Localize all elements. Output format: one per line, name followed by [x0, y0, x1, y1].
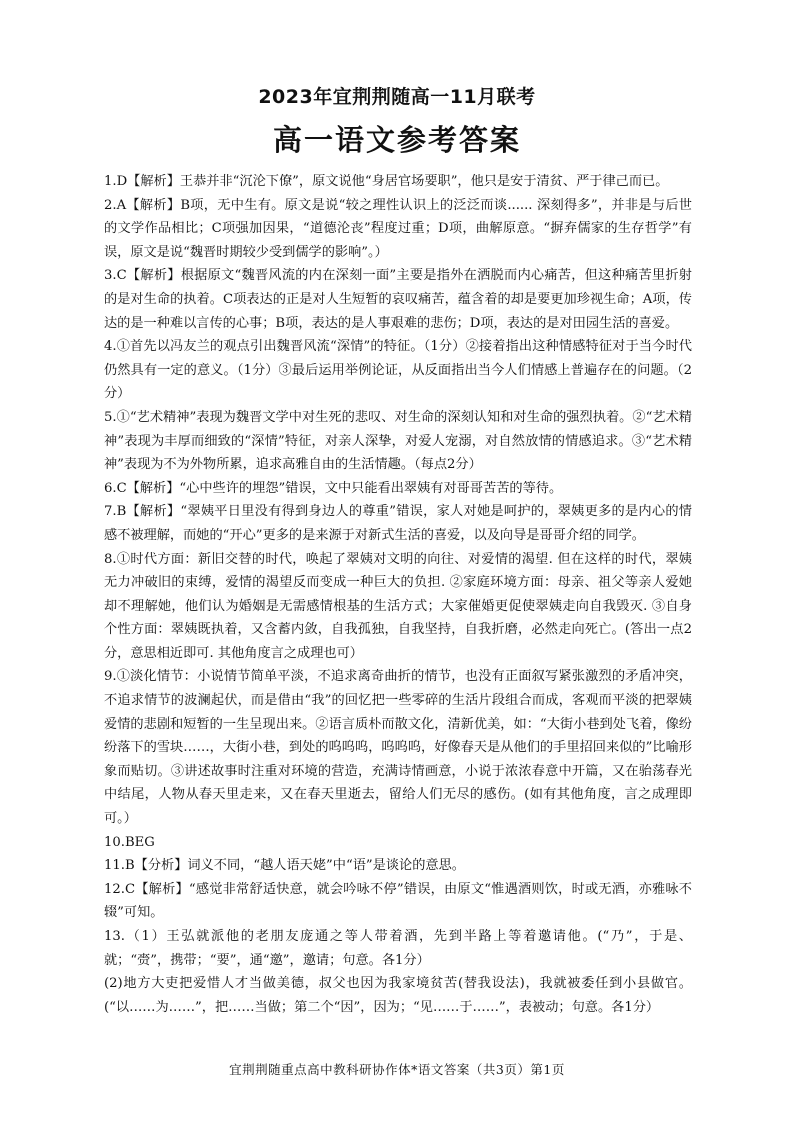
- answer-title: 高一语文参考答案: [272, 123, 521, 157]
- answer-item-12: 12.C【解析】“感觉非常舒适快意，就会吟咏不停”错误，由原文“惟遇酒则饮，时或无酒，亦雅咏不辍”可知。: [104, 881, 692, 921]
- answer-item-4: 4.①首先以冯友兰的观点引出魏晋风流“深情”的特征。（1分）②接着指出这种情感特征对于当今时代仍然具有一定的意义。（1分）③最后运用举例论证，从反面指出当今人们情感上普遍存在的问题。（2分）: [104, 339, 692, 402]
- page-footer: 宜荆荆随重点高中教科研协作体*语文答案（共3页）第1页: [229, 1062, 565, 1077]
- answer-item-9: 9.①淡化情节：小说情节简单平淡，不追求离奇曲折的情节，也没有正面叙写紧张激烈的矛盾冲突，不追求情节的波澜起伏，而是借由“我”的回忆把一些零碎的生活片段组合而成，客观而平淡的把翠姨爱情的悲剧和短暂的一生呈现出来。②语言质朴而散文化，清新优美，如：“大街小巷到处飞着，像纷纷落下的雪块……，大街小巷，到处的呜呜呜，呜呜呜，好像春天是从他们的手里招回来似的”比喻形象而贴切。③讲述故事时注重对环境的营造，充满诗情画意，小说于浓浓春意中开篇，又在骀荡春光中结尾，人物从春天里走来，又在春天里逝去，留给人们无尽的感伤。(如有其他角度，言之成理即可。）: [104, 669, 692, 827]
- answer-list: [104, 170, 692, 1019]
- answer-item-6: 6.C【解析】“心中些许的埋怨”错误，文中只能看出翠姨有对哥哥苦苦的等待。: [104, 480, 563, 496]
- exam-title: 2023年宜荆荆随高一11月联考: [258, 86, 536, 108]
- answer-item-7: 7.B【解析】“翠姨平日里没有得到身边人的尊重”错误，家人对她是呵护的，翠姨更多的是内心的情感不被理解，而她的“开心”更多的是来源于对新式生活的喜爱，以及向导是哥哥介绍的同学。: [104, 504, 692, 543]
- answer-item-10: 10.BEG: [104, 834, 155, 850]
- answer-item-5: 5.①“艺术精神”表现为魏晋文学中对生死的悲叹、对生命的深刻认知和对生命的强烈执着。②“艺术精神”表现为丰厚而细致的“深情”特征，对亲人深挚，对爱人宠溺，对自然放情的情感追求。③“艺术精神”表现为不为外物所累，追求高雅自由的生活情趣。（每点2分）: [104, 409, 692, 473]
- answer-item-3: 3.C【解析】根据原文“魏晋风流的内在深刻一面”主要是指外在洒脱而内心痛苦，但这种痛苦里折射的是对生命的执着。C项表达的正是对人生短暂的哀叹痛苦，蕴含着的却是要更加珍视生命；A项，传达的是一种难以言传的心事；B项，表达的是人事艰难的悲伤；D项，表达的是对田园生活的喜爱。: [104, 268, 692, 331]
- answer-item-13-1: 13.（1）王弘就派他的老朋友庞通之等人带着酒，先到半路上等着邀请他。(“乃”，于是、就；“赍”，携带；“要”，通“邀”，邀请；句意。各1分）: [104, 929, 692, 968]
- answer-item-1: 1.D【解析】王恭并非“沉沦下僚”，原文说他“身居官场要职”，他只是安于清贫、严于律己而已。: [104, 174, 669, 189]
- answer-item-11: 11.B【分析】词义不同，“越人语天姥”中“语”是谈论的意思。: [104, 858, 465, 874]
- answer-item-13-2: (2)地方大吏把爱惜人才当做美德，叔父也因为我家境贫苦(替我设法)，我就被委任到小县做官。(“以……为……”，把……当做；第二个“因”，因为；“见……于……”，表被动；句意。各1分）: [104, 976, 692, 1015]
- answer-item-8: 8.①时代方面：新旧交替的时代，唤起了翠姨对文明的向往、对爱情的渴望. 但在这样的时代，翠姨无力冲破旧的束缚，爱情的渴望反而变成一种巨大的负担. ②家庭环境方面：母亲、祖父等亲人爱她却不理解她，他们认为婚姻是无需感情根基的生活方式；大家催婚更促使翠姨走向自我毁灭. ③自身个性方面：翠姨既执着，又含蓄内敛，自我孤独，自我坚持，自我折磨，必然走向死亡。(答出一点2分，意思相近即可. 其他角度言之成理也可）: [104, 551, 692, 661]
- answer-item-2: 2.A【解析】B项，无中生有。原文是说“较之理性认识上的泛泛而谈...... 深刻得多”，并非是与后世的文学作品相比；C项强加因果，“道德沦丧”程度过重；D项，曲解原意。“摒弃儒家的生存哲学”有误，原文是说“魏晋时期较少受到儒学的影响”。）: [104, 197, 692, 260]
